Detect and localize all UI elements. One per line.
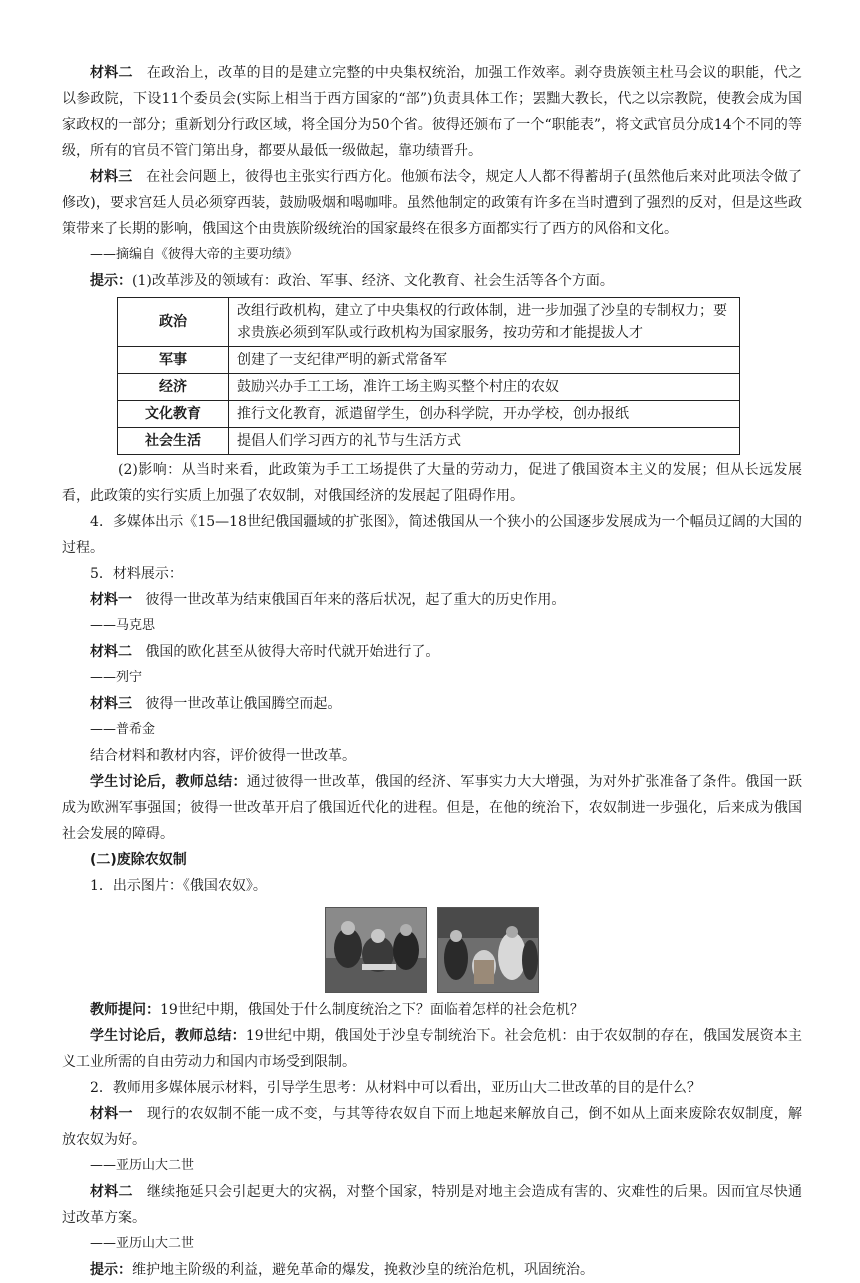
- quote-paragraph: [62, 691, 802, 717]
- table-head-cell: 军事: [118, 347, 229, 374]
- hint-text: (1)改革涉及的领域有：政治、军事、经济、文化教育、社会生活等各个方面。: [132, 273, 614, 289]
- material-label: 材料二: [90, 644, 132, 660]
- table-row: [118, 428, 740, 455]
- quote-paragraph: [62, 639, 802, 665]
- table-head-cell: 经济: [118, 374, 229, 401]
- serf-photo-left: [325, 907, 427, 993]
- hint-paragraph: [62, 268, 802, 294]
- table-cell: 提倡人们学习西方的礼节与生活方式: [229, 428, 740, 455]
- material-label: 材料三: [90, 169, 133, 185]
- source-citation: ——亚历山大二世: [90, 1158, 195, 1173]
- material-text: 在社会问题上，彼得也主张实行西方化。他颁布法令，规定人人都不得蓄胡子(虽然他后来对此项法令做了修改)，要求宫廷人员必须穿西装，鼓励吸烟和喝咖啡。虽然他制定的政策有许多在当时遭到了强烈的反对，但是这些政策带来了长期的影响，俄国这个由贵族阶级统治的国家最终在很多方面都实行了西方的风俗和文化。: [62, 169, 802, 237]
- numbered-item: 2．教师用多媒体展示材料，引导学生思考：从材料中可以看出，亚历山大二世改革的目的是什么？: [90, 1080, 701, 1096]
- table-cell: 鼓励兴办手工工场，准许工场主购买整个村庄的农奴: [229, 374, 740, 401]
- material-paragraph: [62, 60, 802, 164]
- section-title: (二)废除农奴制: [90, 852, 187, 868]
- quote-paragraph: [62, 587, 802, 613]
- source-citation: ——亚历山大二世: [90, 1236, 195, 1251]
- table-head-cell: 政治: [118, 298, 229, 347]
- material-label: 材料一: [90, 1106, 133, 1122]
- quote-text: 继续拖延只会引起更大的灾祸，对整个国家，特别是对地主会造成有害的、灾难性的后果。因而宜尽快通过改革方案。: [62, 1184, 803, 1226]
- table-cell: 创建了一支纪律严明的新式常备军: [229, 347, 740, 374]
- material-paragraph: [62, 164, 802, 242]
- numbered-item: 1．出示图片：《俄国农奴》。: [90, 878, 267, 894]
- document-page: [62, 60, 802, 1283]
- serf-photo-right: [437, 907, 539, 993]
- table-cell: 推行文化教育，派遣留学生，创办科学院，开办学校，创办报纸: [229, 401, 740, 428]
- quote-paragraph: [62, 1101, 802, 1153]
- question-label: 教师提问：: [90, 1002, 160, 1018]
- hint-text: 维护地主阶级的利益，避免革命的爆发，挽救沙皇的统治危机，巩固统治。: [132, 1262, 594, 1278]
- table-row: [118, 347, 740, 374]
- serf-images: [62, 907, 802, 993]
- question-text: 19世纪中期，俄国处于什么制度统治之下？面临着怎样的社会危机？: [160, 1002, 584, 1018]
- summary-text: 通过彼得一世改革，俄国的经济、军事实力大大增强，为对外扩张准备了条件。俄国一跃成为欧洲军事强国；彼得一世改革开启了俄国近代化的进程。但是，在他的统治下，农奴制进一步强化，后来成为俄国社会发展的障碍。: [62, 774, 803, 842]
- material-label: 材料二: [90, 65, 133, 81]
- quote-paragraph: [62, 1179, 802, 1231]
- reform-table: [117, 297, 740, 455]
- summary-paragraph: [62, 769, 802, 847]
- task-paragraph: 结合材料和教材内容，评价彼得一世改革。: [90, 748, 356, 764]
- summary-text: 19世纪中期，俄国处于沙皇专制统治下。社会危机：由于农奴制的存在，俄国发展资本主义工业所需的自由劳动力和国内市场受到限制。: [62, 1028, 803, 1070]
- numbered-item: 5．材料展示：: [90, 566, 183, 582]
- summary-label: 学生讨论后，教师总结：: [90, 1028, 246, 1044]
- table-head-cell: 文化教育: [118, 401, 229, 428]
- quote-text: 彼得一世改革让俄国腾空而起。: [145, 696, 342, 712]
- table-head-cell: 社会生活: [118, 428, 229, 455]
- source-citation: ——马克思: [90, 618, 156, 633]
- hint-label: 提示：: [90, 273, 132, 289]
- summary-label: 学生讨论后，教师总结：: [90, 774, 247, 790]
- table-cell: 改组行政机构，建立了中央集权的行政体制，进一步加强了沙皇的专制权力；要求贵族必须到军队或行政机构为国家服务，按功劳和才能提拔人才: [229, 298, 740, 347]
- quote-text: 俄国的欧化甚至从彼得大帝时代就开始进行了。: [145, 644, 440, 660]
- quote-text: 彼得一世改革为结束俄国百年来的落后状况，起了重大的历史作用。: [145, 592, 566, 608]
- hint-paragraph: [62, 1257, 802, 1283]
- source-citation: ——列宁: [90, 670, 143, 685]
- summary-paragraph: [62, 1023, 802, 1075]
- hint-label: 提示：: [90, 1262, 132, 1278]
- table-row: [118, 374, 740, 401]
- influence-paragraph: (2)影响：从当时来看，此政策为手工工场提供了大量的劳动力，促进了俄国资本主义的发展；但从长远发展看，此政策的实行实质上加强了农奴制，对俄国经济的发展起了阻碍作用。: [62, 462, 802, 504]
- material-label: 材料一: [90, 592, 132, 608]
- source-citation: ——普希金: [90, 722, 156, 737]
- material-text: 在政治上，改革的目的是建立完整的中央集权统治，加强工作效率。剥夺贵族领主杜马会议的职能，代之以参政院，下设11个委员会(实际上相当于西方国家的“部”)负责具体工作；罢黜大教长，代之以宗教院，使教会成为国家政权的一部分；重新划分行政区域，将全国分为50个省。彼得还颁布了一个“职能表”，将文武官员分成14个不同的等级，所有的官员不管门第出身，都要从最低一级做起，靠功绩晋升。: [62, 65, 803, 159]
- table-row: [118, 298, 740, 347]
- numbered-item: 4．多媒体出示《15—18世纪俄国疆域的扩张图》，简述俄国从一个狭小的公国逐步发展成为一个幅员辽阔的大国的过程。: [62, 514, 802, 556]
- section-heading: [62, 847, 802, 873]
- material-label: 材料三: [90, 696, 132, 712]
- material-label: 材料二: [90, 1184, 133, 1200]
- table-row: [118, 401, 740, 428]
- source-citation: ——摘编自《彼得大帝的主要功绩》: [90, 247, 299, 262]
- quote-text: 现行的农奴制不能一成不变，与其等待农奴自下而上地起来解放自己，倒不如从上面来废除农奴制度，解放农奴为好。: [62, 1106, 803, 1148]
- question-paragraph: [62, 997, 802, 1023]
